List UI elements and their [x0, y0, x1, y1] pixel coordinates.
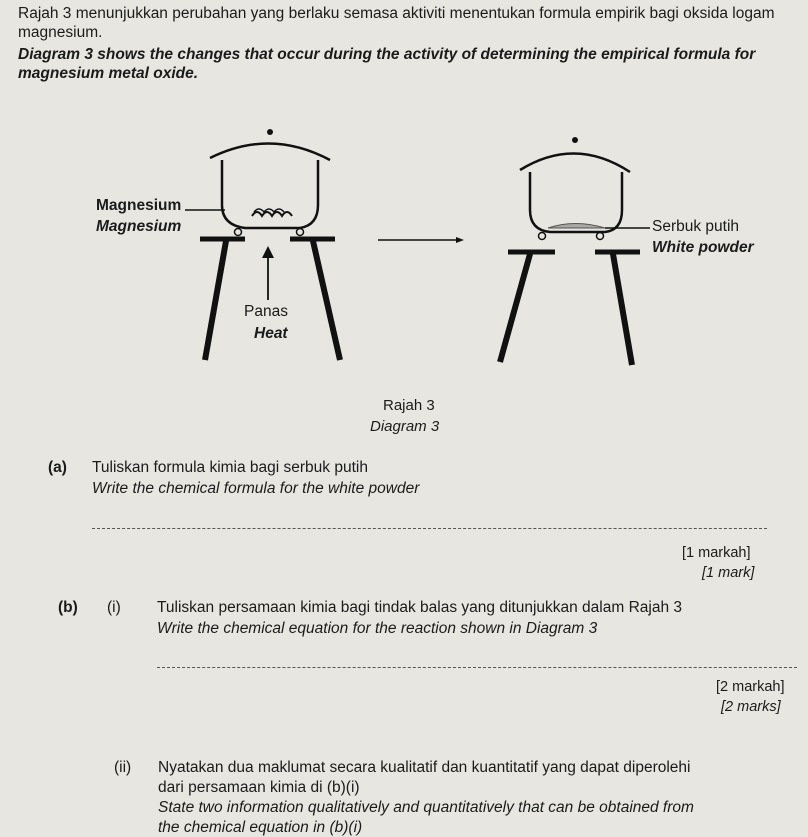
- diagram-3: [0, 105, 808, 405]
- question-a-number: (a): [48, 459, 67, 476]
- label-white-powder-en: White powder: [652, 239, 754, 256]
- mark-a-en: [1 mark]: [702, 565, 755, 581]
- question-a-ms: Tuliskan formula kimia bagi serbuk putih: [92, 459, 368, 476]
- question-b-ii-ms-line2: dari persamaan kimia di (b)(i): [158, 779, 360, 796]
- answer-line-a[interactable]: [92, 528, 767, 529]
- question-b-i-number: (i): [107, 599, 121, 616]
- right-crucible-setup: [500, 137, 650, 365]
- question-b-ii-en-line1: State two information qualitatively and quantitatively that can be obtained from: [158, 799, 694, 816]
- reaction-arrow: [378, 237, 464, 243]
- mark-b-i-ms: [2 markah]: [716, 679, 785, 695]
- answer-line-b-i[interactable]: [157, 667, 797, 668]
- label-magnesium-ms: Magnesium: [96, 197, 182, 214]
- diagram-caption-en: Diagram 3: [370, 418, 440, 435]
- label-heat-en: Heat: [254, 325, 288, 342]
- question-b-ii-number: (ii): [114, 759, 132, 776]
- mark-b-i-en: [2 marks]: [721, 699, 781, 715]
- question-b-ii-en-line2: the chemical equation in (b)(i): [158, 819, 363, 836]
- label-magnesium-en: Magnesium: [96, 218, 182, 235]
- intro-malay: Rajah 3 menunjukkan perubahan yang berlaku semasa aktiviti menentukan formula empirik bagi oksida logam magnesium.: [18, 5, 775, 41]
- diagram-caption-ms: Rajah 3: [383, 397, 435, 414]
- question-b-ii-ms-line1: Nyatakan dua maklumat secara kualitatif dan kuantitatif yang dapat diperolehi: [158, 759, 691, 776]
- question-b-i-ms: Tuliskan persamaan kimia bagi tindak balas yang ditunjukkan dalam Rajah 3: [157, 599, 683, 616]
- label-white-powder-ms: Serbuk putih: [652, 218, 740, 235]
- intro-english: Diagram 3 shows the changes that occur during the activity of determining the empirical formula for magnesium metal oxide.: [18, 46, 756, 82]
- label-heat-ms: Panas: [244, 303, 288, 320]
- question-b-number: (b): [58, 599, 78, 616]
- question-b-i-en: Write the chemical equation for the reaction shown in Diagram 3: [157, 620, 598, 637]
- mark-a-ms: [1 markah]: [682, 545, 751, 561]
- question-a-en: Write the chemical formula for the white powder: [92, 480, 420, 497]
